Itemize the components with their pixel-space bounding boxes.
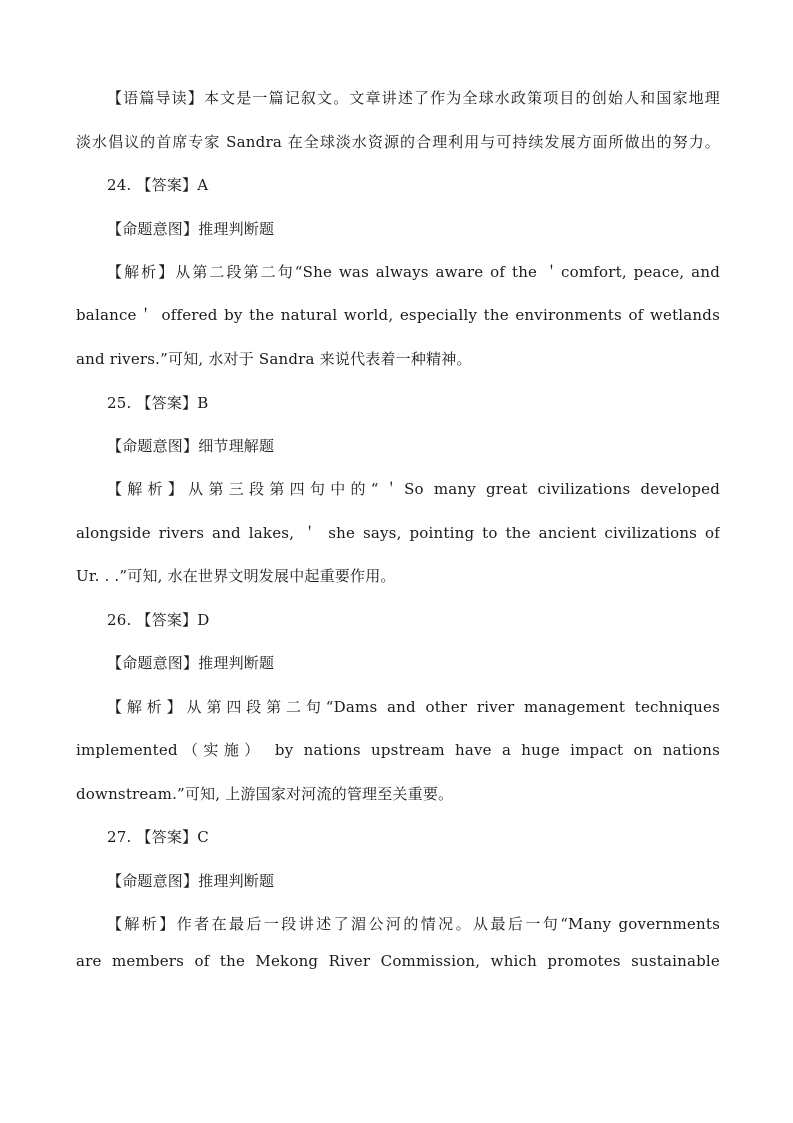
analysis-25-line-3: Ur. . .”可知, 水在世界文明发展中起重要作用。 (76, 567, 396, 585)
analysis-24-line-3: and rivers.”可知, 水对于 Sandra 来说代表着一种精神。 (76, 350, 472, 368)
intent-27: 【命题意图】推理判断题 (107, 872, 275, 890)
answer-24: 24. 【答案】A (107, 176, 209, 194)
analysis-26-line-3: downstream.”可知, 上游国家对河流的管理至关重要。 (76, 785, 454, 803)
intent-24: 【命题意图】推理判断题 (107, 220, 275, 238)
analysis-24-line-1: 【解析】从第二段第二句“She was always aware of the ＇comfort, peace, and (107, 263, 720, 281)
passage-guide-line-2: 淡水倡议的首席专家 Sandra 在全球淡水资源的合理利用与可持续发展方面所做出的努力。 (76, 133, 720, 151)
analysis-26-line-2: implemented（实施） by nations upstream have a huge impact on nations (76, 741, 720, 759)
passage-guide-line-1: 【语篇导读】本文是一篇记叙文。文章讲述了作为全球水政策项目的创始人和国家地理 (107, 89, 720, 107)
intent-26: 【命题意图】推理判断题 (107, 654, 275, 672)
answer-26: 26. 【答案】D (107, 611, 210, 629)
analysis-24-line-2: balance＇ offered by the natural world, especially the environments of wetlands (76, 306, 720, 324)
intent-25: 【命题意图】细节理解题 (107, 437, 275, 455)
analysis-27-line-2: are members of the Mekong River Commission, which promotes sustainable (76, 952, 720, 970)
answer-25: 25. 【答案】B (107, 394, 209, 412)
analysis-25-line-1: 【解析】从第三段第四句中的“＇So many great civilizations developed (107, 480, 720, 498)
analysis-25-line-2: alongside rivers and lakes, ＇ she says, pointing to the ancient civilizations of (76, 524, 720, 542)
analysis-27-line-1: 【解析】作者在最后一段讲述了湄公河的情况。从最后一句“Many governments (107, 915, 720, 933)
analysis-26-line-1: 【解析】从第四段第二句“Dams and other river management techniques (107, 698, 720, 716)
answer-27: 27. 【答案】C (107, 828, 209, 846)
